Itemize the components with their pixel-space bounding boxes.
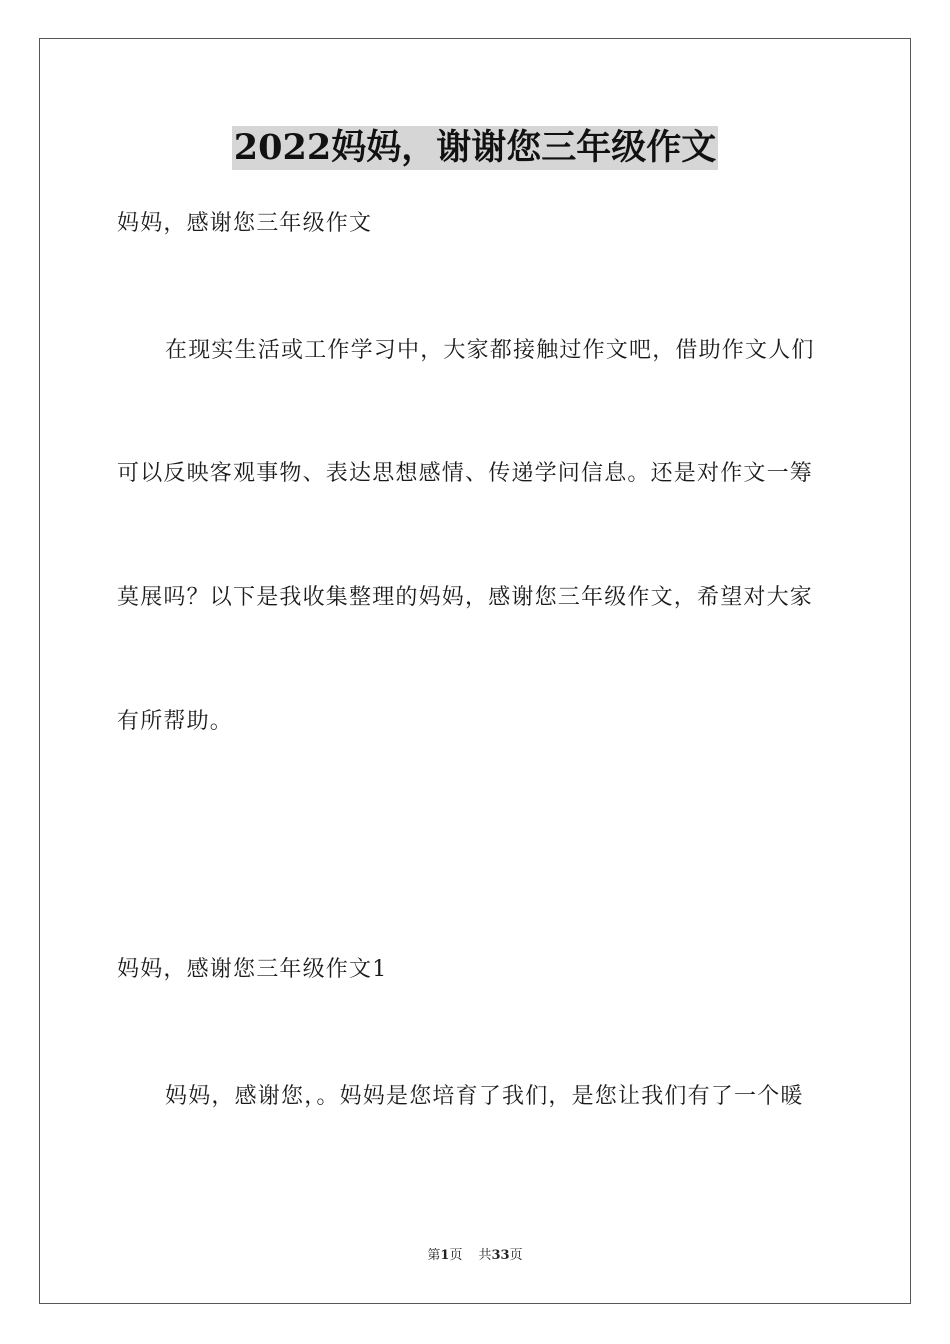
footer-total-number: 33: [491, 1248, 510, 1263]
page-footer: [0, 1247, 950, 1265]
title-container: [0, 126, 950, 170]
intro-line-2: 可以反映客观事物、表达思想感情、传递学问信息。还是对作文一筹: [117, 461, 814, 486]
footer-page-number: 1: [440, 1248, 450, 1263]
intro-line-4: 有所帮助。: [117, 709, 234, 734]
document-title: 2022妈妈，谢谢您三年级作文: [233, 127, 717, 168]
intro-line-3: 莫展吗？以下是我收集整理的妈妈，感谢您三年级作文，希望对大家: [117, 585, 814, 610]
footer-total-prefix: 共: [478, 1248, 492, 1263]
intro-line-1: 在现实生活或工作学习中，大家都接触过作文吧，借助作文人们: [165, 338, 815, 363]
footer-page-suffix: 页: [449, 1248, 463, 1263]
footer-page-prefix: 第: [427, 1248, 441, 1263]
document-subtitle: 妈妈，感谢您三年级作文: [117, 211, 373, 236]
footer-total-suffix: 页: [509, 1248, 523, 1263]
section-heading: 妈妈，感谢您三年级作文1: [117, 957, 388, 982]
section-line-1: 妈妈，感谢您，。妈妈是您培育了我们，是您让我们有了一个暖: [165, 1084, 804, 1109]
